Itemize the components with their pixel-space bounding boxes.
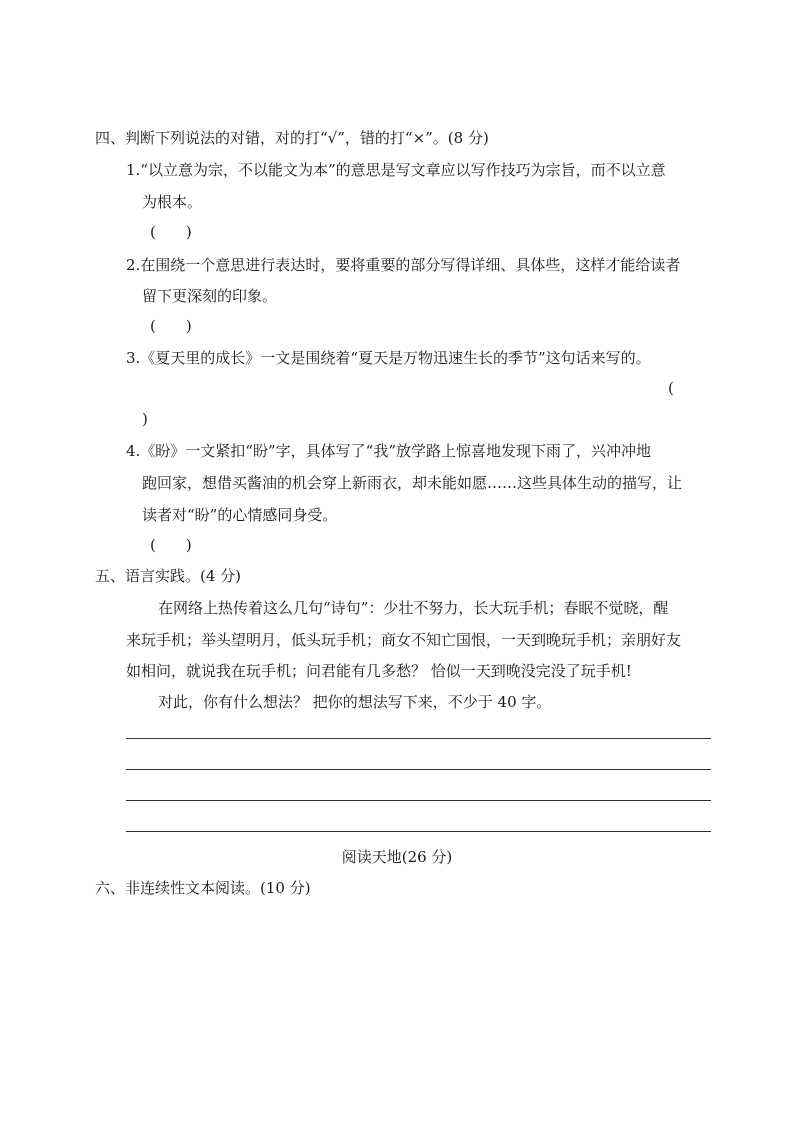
question-2-line-1: 2.在围绕一个意思进行表达时，要将重要的部分写得详细、具体些，这样才能给读者 (126, 256, 681, 274)
writing-line-1[interactable] (126, 738, 711, 739)
question-2-line-2: 留下更深刻的印象。 (142, 287, 278, 305)
section-6-heading: 六、非连续性文本阅读。(10 分) (95, 879, 311, 897)
writing-line-4[interactable] (126, 831, 711, 832)
question-4-line-1: 4.《盼》一文紧扣“盼”字，具体写了“我”放学路上惊喜地发现下雨了，兴冲冲地 (126, 442, 651, 460)
section-5-paragraph-line-3: 如相问，就说我在玩手机；问君能有几多愁？ 恰似一天到晚没完没了玩手机! (126, 662, 632, 680)
question-4-answer-blank: ( ) (150, 536, 192, 554)
section-5-paragraph-line-1: 在网络上热传着这么几句“诗句”：少壮不努力，长大玩手机；春眠不觉晓，醒 (158, 599, 669, 617)
question-1-answer-blank: ( ) (150, 223, 192, 241)
section-5-writing-prompt: 对此，你有什么想法？ 把你的想法写下来，不少于 40 字。 (158, 693, 552, 711)
writing-line-3[interactable] (126, 800, 711, 801)
writing-line-2[interactable] (126, 769, 711, 770)
section-4-heading: 四、判断下列说法的对错，对的打“√”，错的打“×”。(8 分) (95, 129, 489, 147)
question-1-line-2: 为根本。 (142, 193, 203, 211)
question-3-answer-open: ( (668, 379, 674, 397)
section-5-paragraph-line-2: 来玩手机；举头望明月，低头玩手机；商女不知亡国恨，一天到晚玩手机；亲朋好友 (126, 631, 682, 649)
section-5-heading: 五、语言实践。(4 分) (95, 567, 242, 585)
question-1-line-1: 1.“以立意为宗，不以能文为本”的意思是写文章应以写作技巧为宗旨，而不以立意 (126, 161, 666, 179)
question-3-answer-close: ) (142, 410, 148, 428)
question-3-line-1: 3.《夏天里的成长》一文是围绕着“夏天是万物迅速生长的季节”这句话来写的。 (126, 349, 651, 367)
question-4-line-2: 跑回家，想借买酱油的机会穿上新雨衣，却未能如愿……这些具体生动的描写，让 (142, 474, 683, 492)
question-4-line-3: 读者对“盼”的心情感同身受。 (142, 506, 338, 524)
question-2-answer-blank: ( ) (150, 317, 192, 335)
reading-section-title: 阅读天地(26 分) (341, 848, 453, 866)
